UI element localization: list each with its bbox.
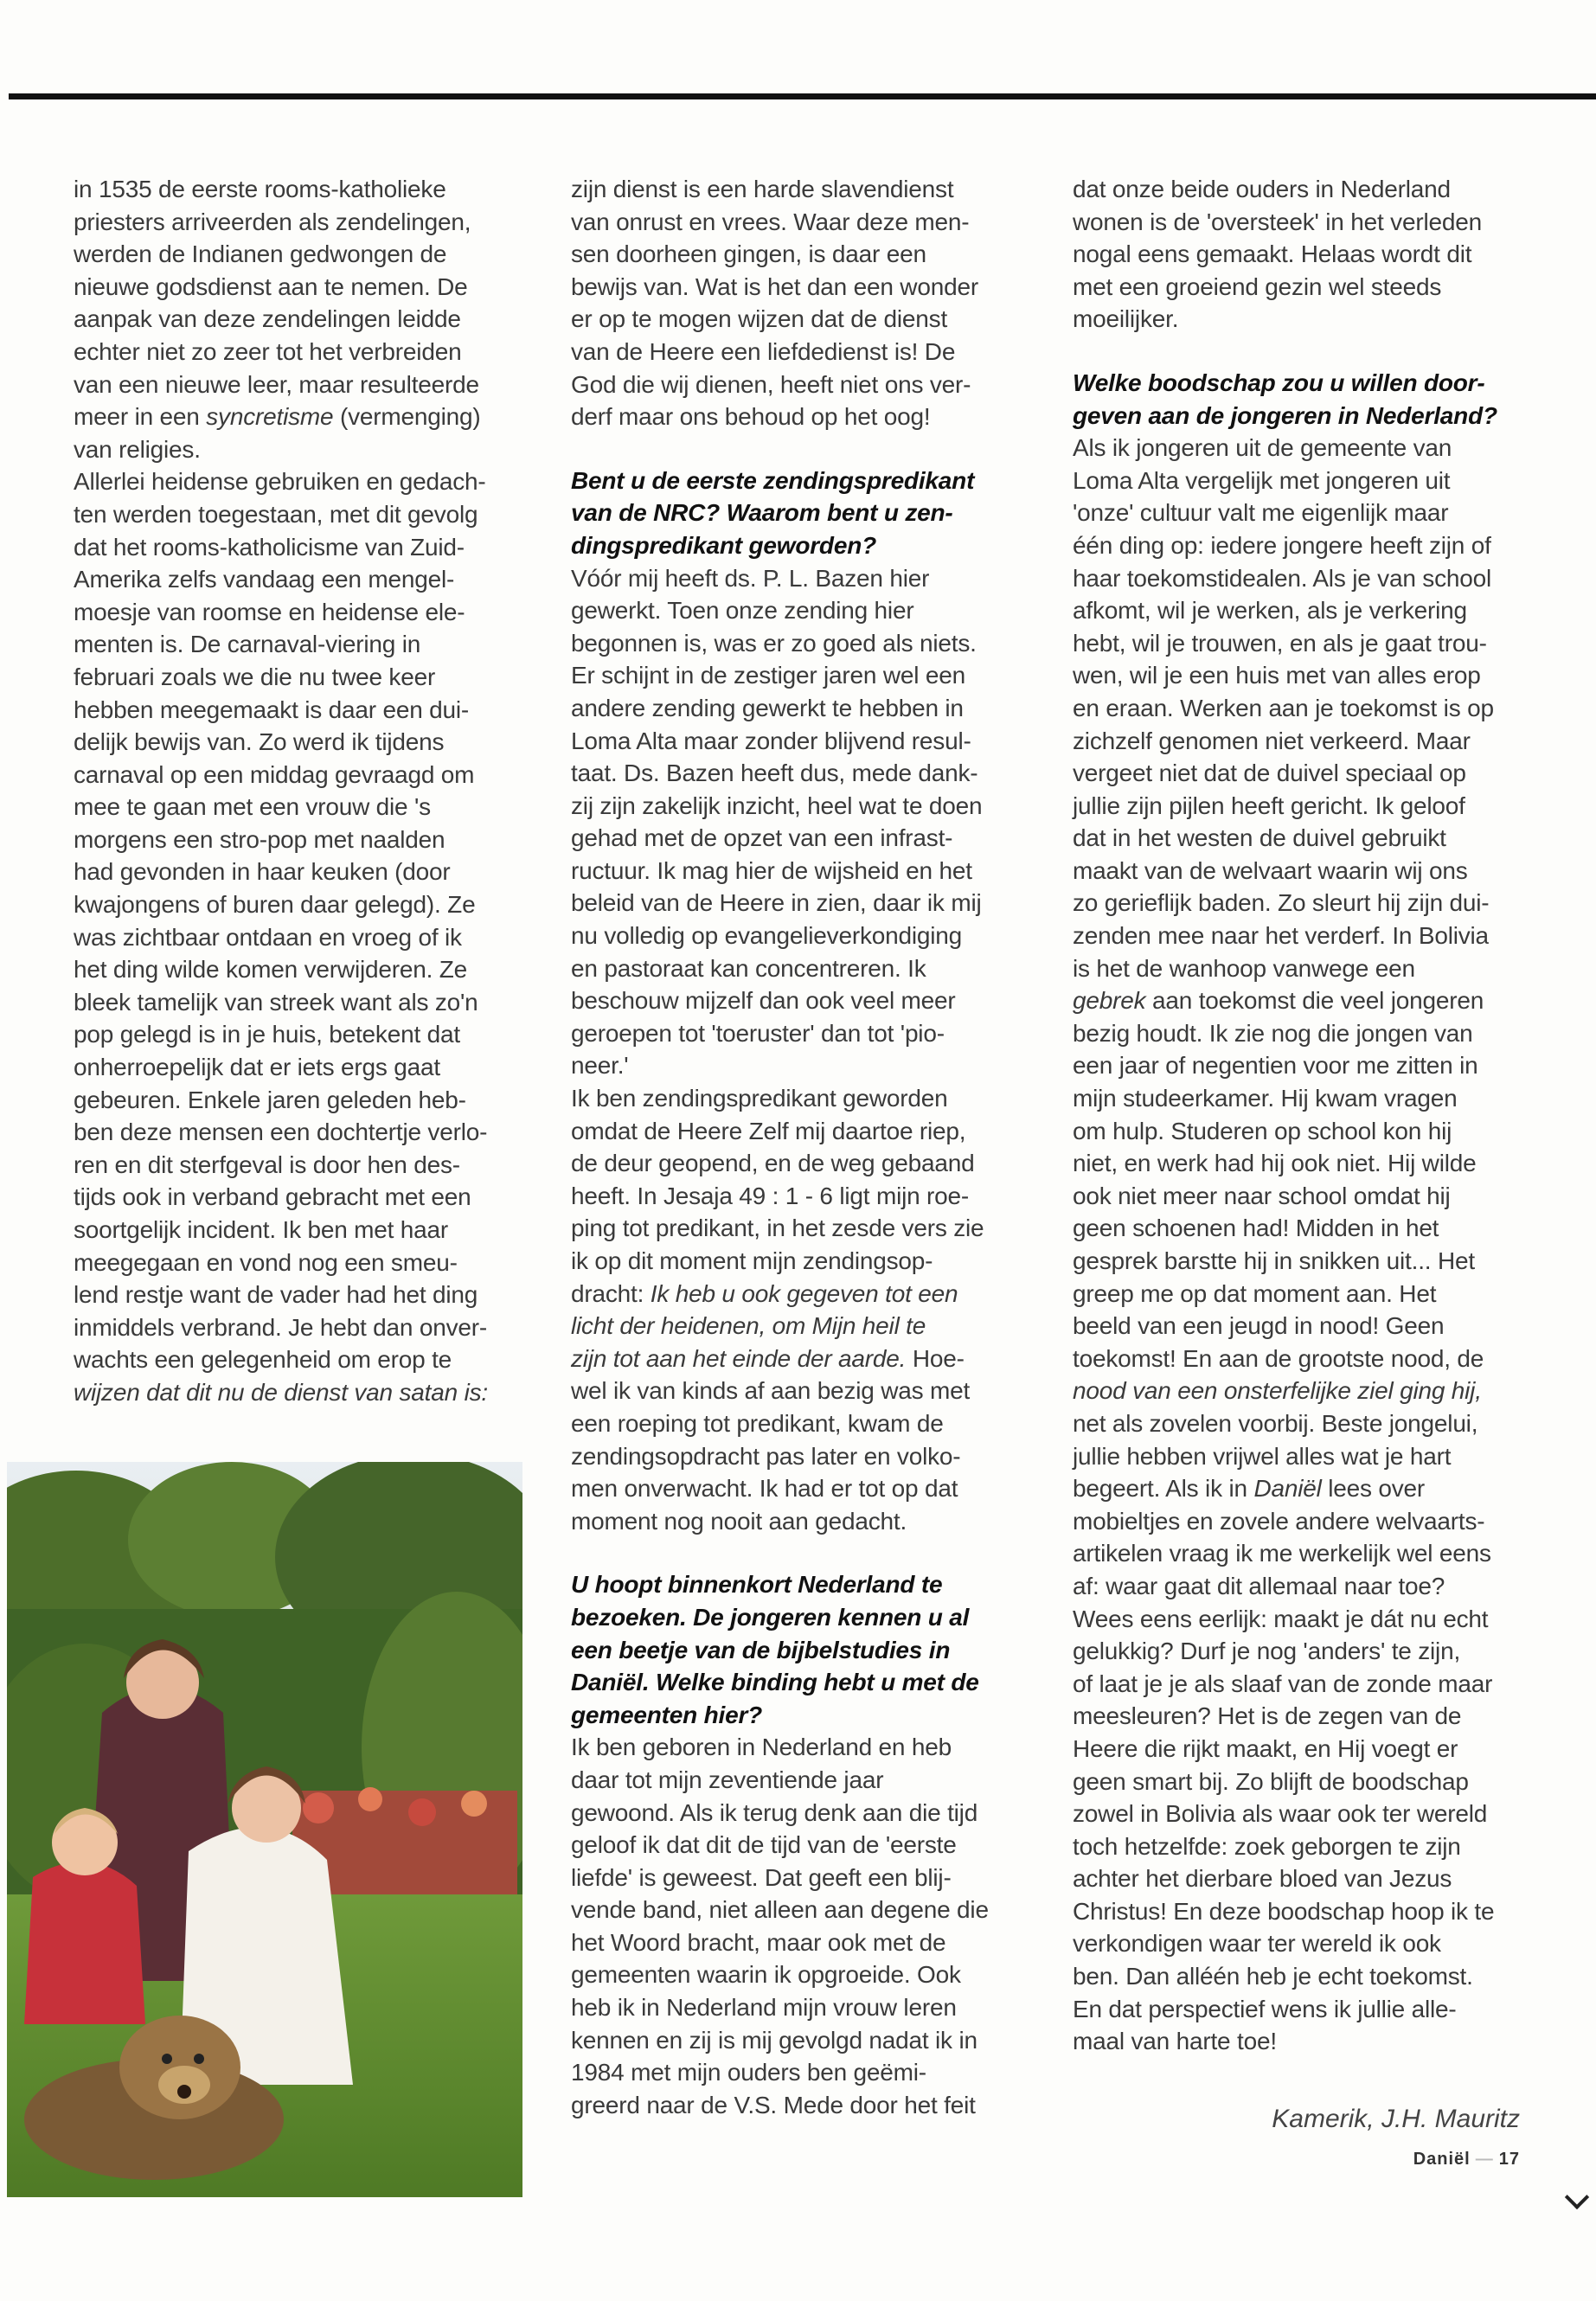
col2-paragraph-1: zijn dienst is een harde slavendienst van onrust en vrees. Waar deze men- sen doorheen gingen, is daar een bewijs van. Wat is het dan een wonder er op te mogen wijzen dat de dienst van de Heere een liefdedienst is! De God die wij dienen, heeft niet ons ver- derf maar ons behoud op het oog! [571, 176, 978, 431]
question-heading-1: Bent u de eerste zendingspredikant van de NRC? Waarom bent u zen- dingspredikant geworden? [571, 466, 975, 559]
col1-paragraph-1: in 1535 de eerste rooms-katholieke priesters arriveerden als zendelingen, werden de Indianen gedwongen de nieuwe godsdienst aan te nemen. De aanpak van deze zendelingen leidde echter niet zo zeer tot het verbreiden van een nieuwe leer, maar resulteerde meer in een syncretisme (vermenging) van religies. [74, 176, 481, 463]
question-heading-2: U hoopt binnenkort Nederland te bezoeken. De jongeren kennen u al een beetje van de bijbelstudies in Daniël. Welke binding hebt u met de gemeenten hier? [571, 1571, 979, 1728]
col1-paragraph-2: Allerlei heidense gebruiken en gedach- ten werden toegestaan, met dit gevolg dat het rooms-katholicisme van Zuid- Amerika zelfs vandaag een mengel- moesje van roomse en heidense ele- menten is. De carnaval-viering in februari zoals we die nu twee keer hebben meegemaakt is daar een dui- delijk bewijs van. Zo werd ik tijdens carnaval op een middag gevraagd om mee te gaan met een vrouw die 's morgens een stro-pop met naalden had gevonden in haar keuken (door kwajongens of buren daar gelegd). Ze was zichtbaar ontdaan en vroeg of ik het ding wilde komen verwijderen. Ze bleek tamelijk van streek want als zo'n pop gelegd is in je huis, betekent dat onherroepelijk dat er iets ergs gaat gebeuren. Enkele jaren geleden heb- ben deze mensen een dochtertje verlo- ren en dit sterfgeval is door hen des- tijds ook in verband gebracht met een soortgelijk incident. Ik ben met haar meegegaan en vond nog een smeu- lend restje want de vader had het ding inmiddels verbrand. Je hebt dan onver- wachts een gelegenheid om erop te wijzen dat dit nu de dienst van satan is: [74, 468, 488, 1406]
col3-paragraph-1: dat onze beide ouders in Nederland wonen is de 'oversteek' in het verleden nogal eens gemaakt. Helaas wordt dit met een groeiend gezin wel steeds moeilijker. [1073, 176, 1482, 333]
col2-paragraph-3: Ik ben zendingspredikant geworden omdat de Heere Zelf mij daartoe riep, de deur geopend, en de weg gebaand heeft. In Jesaja 49 : 1 - 6 ligt mijn roe- ping tot predikant, in het zesde vers zie ik op dit moment mijn zendingsop- dracht: Ik heb u ook gegeven tot een licht der heidenen, om Mijn heil te zijn tot aan het einde der aarde. Hoe- wel ik van kinds af aan bezig was met een roeping tot predikant, kwam de zendingsopdracht pas later en volko- men onverwacht. Ik had er tot op dat moment nog nooit aan gedacht. [571, 1085, 984, 1535]
family-photo-icon [7, 1462, 522, 2197]
col3-paragraph-2: Als ik jongeren uit de gemeente van Loma Alta vergelijk met jongeren uit 'onze' cultuur valt me eigenlijk maar één ding op: iedere jongere heeft zijn of haar toekomstidealen. Als je van school afkomt, wil je werken, als je verkering hebt, wil je trouwen, en als je gaat trou- wen, wil je een huis met van alles erop en eraan. Werken aan je toekomst is op zichzelf genomen niet verkeerd. Maar vergeet niet dat de duivel speciaal op jullie zijn pijlen heeft gericht. Ik geloof dat in het westen de duivel gebruikt maakt van de welvaart waarin wij ons zo gerieflijk baden. Zo sleurt hij zijn dui- zenden mee naar het verderf. In Bolivia is het de wanhoop vanwege een gebrek aan toekomst die veel jongeren bezig houdt. Ik zie nog die jongen van een jaar of negentien voor me zitten in mijn studeerkamer. Hij kwam vragen om hulp. Studeren op school kon hij niet, en werk had hij ook niet. Hij wilde ook niet meer naar school omdat hij geen schoenen had! Midden in het gesprek barstte hij in snikken uit... Het greep me op dat moment aan. Het beeld van een jeugd in nood! Geen toekomst! En aan de grootste nood, de nood van een onsterfelijke ziel ging hij, net als zovelen voorbij. Beste jongelui, jullie hebben vrijwel alles wat je hart begeert. Als ik in Daniël lees over mobieltjes en zovele andere welvaarts- artikelen vraag ik me werkelijk wel eens af: waar gaat dit allemaal naar toe? Wees eens eerlijk: maakt je dát nu echt gelukkig? Durf je nog 'anders' te zijn, of laat je je als slaaf van de zonde maar meesleuren? Het is de zegen van de Heere die rijkt maakt, en Hij voegt er geen smart bij. Zo blijft de boodschap zowel in Bolivia als waar ook ter wereld toch hetzelfde: zoek geborgen te zijn achter het dierbare bloed van Jezus Christus! En deze boodschap hoop ik te verkondigen waar ter wereld ik ook ben. Dan alléén heb je echt toekomst. En dat perspectief wens ik jullie alle- maal van harte toe! [1073, 434, 1495, 2055]
column-2 [571, 173, 1029, 2121]
top-rule [9, 93, 1596, 99]
column-3 [1073, 173, 1540, 2058]
col2-paragraph-4: Ik ben geboren in Nederland en heb daar tot mijn zeventiende jaar gewoond. Als ik terug denk aan die tijd geloof ik dat dit de tijd van de 'eerste liefde' is geweest. Dat geeft een blij- vende band, niet alleen aan degene die het Woord bracht, maar ook met de gemeenten waarin ik opgroeide. Ook heb ik in Nederland mijn vrouw leren kennen en zij is mij gevolgd nadat ik in 1984 met mijn ouders ben geëmi- greerd naar de V.S. Mede door het feit [571, 1734, 989, 2118]
family-photo [7, 1462, 522, 2197]
question-heading-3: Welke boodschap zou u willen door- geven aan de jongeren in Nederland? [1073, 369, 1497, 429]
magazine-name: Daniël [1413, 2150, 1471, 2169]
page-folio [1413, 2150, 1520, 2170]
column-1 [74, 173, 523, 1409]
author-signature: Kamerik, J.H. Mauritz [1272, 2105, 1520, 2133]
page-number: 17 [1498, 2150, 1520, 2169]
corner-arrow-icon [1565, 2185, 1589, 2209]
folio-separator: — [1475, 2150, 1494, 2169]
col2-paragraph-2: Vóór mij heeft ds. P. L. Bazen hier gewerkt. Toen onze zending hier begonnen is, was er zo goed als niets. Er schijnt in de zestiger jaren wel een andere zending gewerkt te hebben in Loma Alta maar zonder blijvend resul- taat. Ds. Bazen heeft dus, mede dank- zij zijn zakelijk inzicht, heel wat te doen gehad met de opzet van een infrast- ructuur. Ik mag hier de wijsheid en het beleid van de Heere in zien, daar ik mij nu volledig op evangelieverkondiging en pastoraat kan concentreren. Ik beschouw mijzelf dan ook veel meer geroepen tot 'toeruster' dan tot 'pio- neer.' [571, 564, 983, 1080]
